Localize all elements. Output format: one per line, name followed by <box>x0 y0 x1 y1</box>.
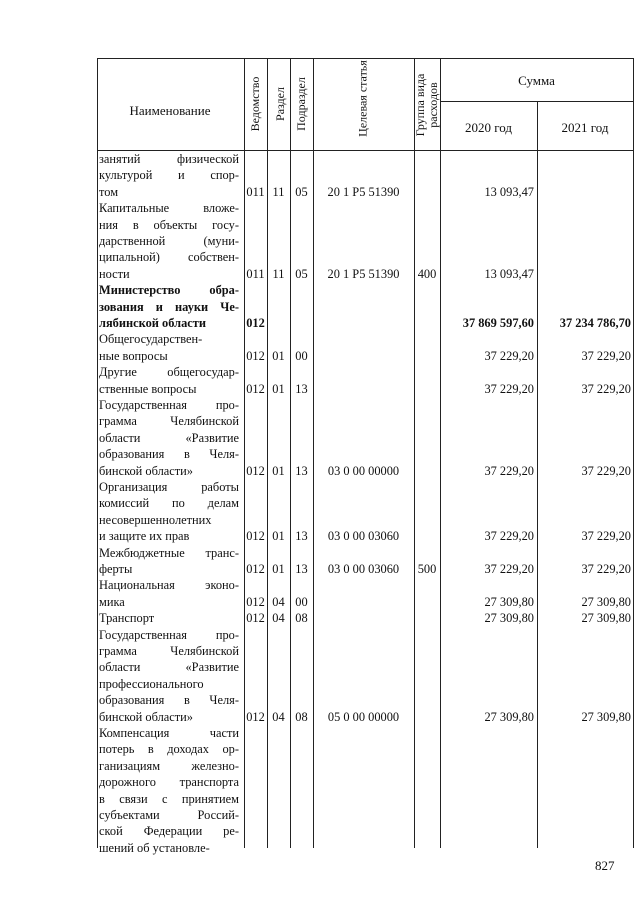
cell-sum-2021: 37 229,20 <box>581 561 631 576</box>
cell-celevaya: 03 0 00 03060 <box>327 529 400 544</box>
cell-name <box>99 725 239 856</box>
table-row <box>97 577 633 610</box>
cell-name-line: Другие общегосудар- <box>99 365 239 380</box>
cell-sum-2021: 27 309,80 <box>581 709 631 724</box>
cell-sum-2021: 37 229,20 <box>581 348 631 363</box>
header-year-2021: 2021 год <box>561 120 609 135</box>
cell-podrazdel: 08 <box>295 611 308 626</box>
cell-name <box>99 331 239 364</box>
cell-name-line: и защите их прав <box>99 529 190 544</box>
cell-name-line: лябинской области <box>99 316 206 330</box>
cell-name <box>99 577 239 610</box>
cell-gruppa: 400 <box>417 266 437 281</box>
cell-sum-2020: 37 229,20 <box>484 561 534 576</box>
cell-name <box>99 545 239 578</box>
cell-name-line: мика <box>99 594 125 609</box>
cell-razdel: 11 <box>272 184 285 199</box>
cell-name-line: Общегосударствен- <box>99 332 203 347</box>
cell-name-line: ципальной) собствен- <box>99 250 239 265</box>
cell-name-line: субъектами Россий- <box>99 808 239 823</box>
cell-name-line: бинской области» <box>99 463 193 478</box>
cell-sum-2020: 27 309,80 <box>484 594 534 609</box>
cell-name-line: дорожного транспорта <box>99 775 239 790</box>
table-row <box>97 545 633 578</box>
cell-sum-2021: 27 309,80 <box>581 611 631 626</box>
cell-vedomstvo: 012 <box>246 594 265 609</box>
cell-razdel: 01 <box>272 529 285 544</box>
cell-vedomstvo: 012 <box>246 315 265 330</box>
cell-name-line: том <box>99 184 119 199</box>
header-razdel: Раздел <box>273 87 287 121</box>
header-name: Наименование <box>129 103 211 118</box>
cell-celevaya: 03 0 00 00000 <box>327 463 400 478</box>
cell-razdel: 01 <box>272 348 285 363</box>
cell-name-line: ности <box>99 266 130 281</box>
table-row <box>97 627 633 725</box>
cell-podrazdel: 13 <box>295 529 308 544</box>
cell-razdel: 04 <box>272 594 285 609</box>
cell-sum-2021: 37 229,20 <box>581 381 631 396</box>
cell-name-line: Компенсация части <box>99 726 239 740</box>
cell-name-line: комиссий по делам <box>99 496 239 511</box>
cell-name <box>99 200 239 282</box>
header-vedomstvo: Ведомство <box>248 76 262 132</box>
cell-podrazdel: 05 <box>295 266 308 281</box>
cell-name-line: ской Федерации ре- <box>99 824 239 839</box>
cell-name-line: несовершеннолетних <box>99 512 212 527</box>
cell-name-line: в связи с принятием <box>99 791 239 806</box>
cell-vedomstvo: 011 <box>246 184 265 199</box>
cell-name-line: Межбюджетные транс- <box>99 545 239 560</box>
cell-sum-2020: 37 229,20 <box>484 463 534 478</box>
cell-celevaya: 20 1 P5 51390 <box>327 184 400 199</box>
cell-name <box>99 627 239 725</box>
table-row <box>97 397 633 479</box>
cell-name <box>99 610 239 626</box>
table-row <box>97 331 633 364</box>
cell-name-line: бинской области» <box>99 709 193 724</box>
cell-podrazdel: 08 <box>295 709 308 724</box>
budget-table <box>97 58 633 855</box>
cell-name <box>99 479 239 545</box>
cell-name-line: Государственная про- <box>99 627 239 642</box>
cell-razdel: 04 <box>272 709 285 724</box>
cell-name-line: образования в Челя- <box>99 447 239 462</box>
cell-name-line: профессионального <box>99 676 204 691</box>
cell-sum-2020: 37 229,20 <box>484 529 534 544</box>
cell-vedomstvo: 011 <box>246 266 265 281</box>
cell-sum-2020: 27 309,80 <box>484 709 534 724</box>
cell-podrazdel: 13 <box>295 561 308 576</box>
header-gruppa: Группа вида расходов <box>413 73 440 137</box>
cell-razdel: 11 <box>272 266 285 281</box>
table-row <box>97 200 633 282</box>
cell-name-line: Министерство обра- <box>99 283 239 298</box>
cell-name-line: ные вопросы <box>99 348 168 363</box>
cell-podrazdel: 13 <box>295 381 308 396</box>
cell-celevaya: 05 0 00 00000 <box>327 709 400 724</box>
cell-name-line: грамма Челябинской <box>99 414 239 429</box>
cell-sum-2020: 13 093,47 <box>484 266 534 281</box>
table-row <box>97 364 633 397</box>
cell-vedomstvo: 012 <box>246 463 265 478</box>
cell-name-line: дарственной (муни- <box>99 234 239 248</box>
table-row <box>97 151 633 200</box>
header-year-2020: 2020 год <box>465 120 512 135</box>
cell-name-line: области «Развитие <box>99 660 239 675</box>
cell-razdel: 04 <box>272 611 285 626</box>
col-border <box>633 58 634 848</box>
table-row <box>97 725 633 856</box>
cell-name-line: Государственная про- <box>99 398 239 412</box>
cell-vedomstvo: 012 <box>246 709 265 724</box>
cell-name-line: Капитальные вложе- <box>99 201 239 216</box>
page-number: 827 <box>595 858 615 873</box>
cell-sum-2020: 13 093,47 <box>484 184 534 199</box>
cell-name-line: Транспорт <box>99 611 155 626</box>
cell-name-line: культурой и спор- <box>99 168 239 183</box>
cell-sum-2021: 37 234 786,70 <box>559 315 631 330</box>
cell-sum-2020: 37 229,20 <box>484 348 534 363</box>
cell-sum-2020: 37 229,20 <box>484 381 534 396</box>
cell-name-line: зования и науки Че- <box>99 299 239 314</box>
cell-sum-2021: 27 309,80 <box>581 594 631 609</box>
cell-sum-2021: 37 229,20 <box>581 529 631 544</box>
cell-name-line: шений об установле- <box>99 840 210 855</box>
cell-celevaya: 20 1 P5 51390 <box>327 266 400 281</box>
cell-name <box>99 151 239 200</box>
cell-name-line: ферты <box>99 562 133 576</box>
cell-name-line: Организация работы <box>99 480 239 494</box>
header-podrazdel: Подраздел <box>294 77 308 131</box>
cell-name-line: области «Развитие <box>99 430 239 445</box>
table-row <box>97 610 633 626</box>
cell-vedomstvo: 012 <box>246 561 265 576</box>
cell-sum-2020: 37 869 597,60 <box>462 315 534 330</box>
cell-vedomstvo: 012 <box>246 381 265 396</box>
cell-sum-2020: 27 309,80 <box>484 611 534 626</box>
cell-sum-2021: 37 229,20 <box>581 463 631 478</box>
header-celevaya: Целевая статья <box>355 60 370 137</box>
cell-name-line: занятий физической <box>99 152 239 166</box>
cell-name <box>99 397 239 479</box>
cell-gruppa: 500 <box>417 561 437 576</box>
cell-podrazdel: 00 <box>295 594 308 609</box>
cell-celevaya: 03 0 00 03060 <box>327 561 400 576</box>
cell-podrazdel: 00 <box>295 348 308 363</box>
cell-vedomstvo: 012 <box>246 348 265 363</box>
table-row <box>97 479 633 545</box>
cell-podrazdel: 13 <box>295 463 308 478</box>
cell-razdel: 01 <box>272 381 285 396</box>
cell-name-line: грамма Челябинской <box>99 644 239 658</box>
cell-name-line: ганизациям железно- <box>99 758 239 773</box>
cell-name-line: Национальная эконо- <box>99 578 239 593</box>
cell-name <box>99 282 239 331</box>
table-row <box>97 282 633 331</box>
cell-name-line: потерь в доходах ор- <box>99 742 239 757</box>
cell-vedomstvo: 012 <box>246 529 265 544</box>
cell-name-line: ственные вопросы <box>99 381 197 396</box>
cell-name <box>99 364 239 397</box>
cell-name-line: ния в объекты госу- <box>99 217 239 232</box>
cell-razdel: 01 <box>272 561 285 576</box>
cell-razdel: 01 <box>272 463 285 478</box>
cell-name-line: образования в Челя- <box>99 693 239 708</box>
header-summa: Сумма <box>518 73 555 88</box>
cell-vedomstvo: 012 <box>246 611 265 626</box>
cell-podrazdel: 05 <box>295 184 308 199</box>
